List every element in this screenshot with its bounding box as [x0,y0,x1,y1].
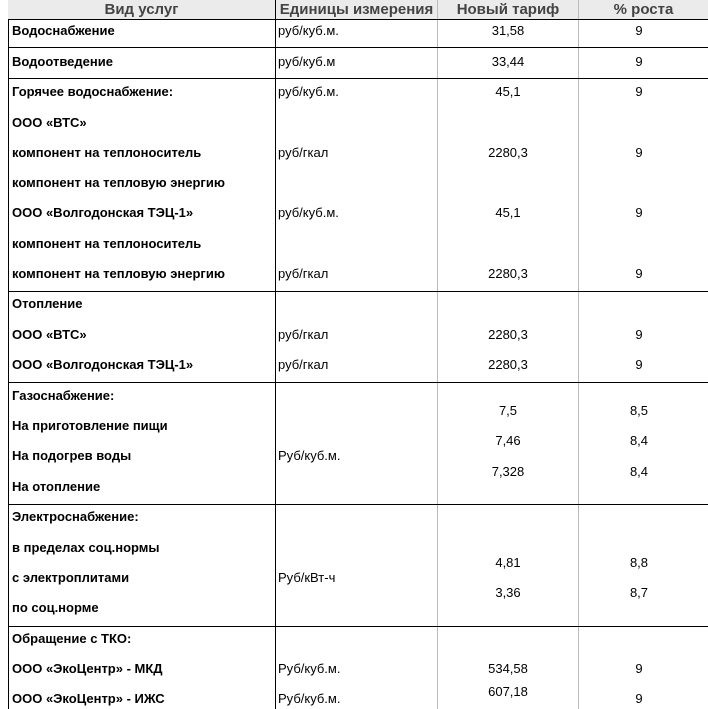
grid-line [8,78,708,79]
unit-cell: руб/куб.м. [278,205,339,220]
growth-cell: 9 [635,661,643,676]
component-heat-carrier: компонент на теплоноситель [12,145,202,160]
grid-line [578,0,579,709]
grid-line [275,0,276,709]
electricity-per-norm: по соц.норме [12,600,99,615]
service-heating: Отопление [12,296,83,311]
component-heat-carrier: компонент на теплоноситель [12,236,202,251]
unit-cell: Руб/куб.м. [278,448,341,463]
provider-volgodonsk-tec: ООО «Волгодонская ТЭЦ-1» [12,205,194,220]
tariff-cell: 607,18 [488,684,528,699]
tariff-cell: 2280,3 [488,327,528,342]
grid-line [8,291,708,292]
tariff-cell: 7,328 [491,464,525,479]
grid-line [8,20,9,709]
unit-cell: руб/куб.м. [278,84,339,99]
growth-cell: 9 [635,23,643,38]
header-service: Вид услуг [8,0,275,19]
tariff-cell: 2280,3 [488,266,528,281]
unit-cell: руб/гкал [278,266,329,281]
grid-line [8,504,708,505]
growth-cell: 9 [635,145,643,160]
service-water-supply: Водоснабжение [12,23,115,38]
tariff-cell: 33,44 [491,54,525,69]
provider-ecocenter-mkd: ООО «ЭкоЦентр» - МКД [12,661,163,676]
growth-cell: 9 [635,266,643,281]
growth-cell: 8,4 [629,433,649,448]
header-units: Единицы измерения [276,0,437,19]
service-waste: Обращение с ТКО: [12,631,132,646]
unit-cell: руб/гкал [278,327,329,342]
provider-volgodonsk-tec: ООО «Волгодонская ТЭЦ-1» [12,357,194,372]
tariff-cell: 45,1 [495,205,521,220]
growth-cell: 9 [635,327,643,342]
provider-ecocenter-izhs: ООО «ЭкоЦентр» - ИЖС [12,691,165,706]
growth-cell: 8,4 [629,464,649,479]
grid-line [8,47,708,48]
tariff-cell: 7,5 [498,403,518,418]
unit-cell: руб/куб.м [278,54,336,69]
service-water-disposal: Водоотведение [12,54,113,69]
tariff-cell: 4,81 [495,555,521,570]
grid-line [8,19,708,20]
tariff-cell: 534,58 [488,661,528,676]
growth-cell: 9 [635,54,643,69]
unit-cell: Руб/куб.м. [278,661,341,676]
growth-cell: 8,7 [629,585,649,600]
provider-vts: ООО «ВТС» [12,327,87,342]
tariff-cell: 31,58 [491,23,525,38]
gas-cooking: На приготовление пищи [12,418,168,433]
growth-cell: 9 [635,357,643,372]
electricity-electric-stoves: с электроплитами [12,570,130,585]
unit-cell: Руб/кВт-ч [278,570,336,585]
growth-cell: 9 [635,691,643,706]
gas-heating: На отопление [12,479,101,494]
tariff-cell: 45,1 [495,84,521,99]
gas-water-heating: На подогрев воды [12,448,132,463]
component-heat-energy: компонент на тепловую энергию [12,266,225,281]
unit-cell: руб/гкал [278,357,329,372]
electricity-within-norm: в пределах соц.нормы [12,540,160,555]
growth-cell: 9 [635,205,643,220]
growth-cell: 8,8 [629,555,649,570]
grid-line [437,0,438,709]
service-electricity: Электроснабжение: [12,509,139,524]
provider-vts: ООО «ВТС» [12,115,87,130]
tariff-cell: 7,46 [495,433,521,448]
tariff-cell: 3,36 [495,585,521,600]
tariff-cell: 2280,3 [488,145,528,160]
unit-cell: руб/куб.м. [278,23,339,38]
growth-cell: 9 [635,84,643,99]
service-hot-water: Горячее водоснабжение: [12,84,174,99]
header-tariff: Новый тариф [438,0,578,19]
component-heat-energy: компонент на тепловую энергию [12,175,225,190]
service-gas-supply: Газоснабжение: [12,388,115,403]
grid-line [8,626,708,627]
grid-line [8,382,708,383]
header-growth: % роста [579,0,708,19]
tariff-cell: 2280,3 [488,357,528,372]
unit-cell: Руб/куб.м. [278,691,341,706]
growth-cell: 8,5 [629,403,649,418]
unit-cell: руб/гкал [278,145,329,160]
